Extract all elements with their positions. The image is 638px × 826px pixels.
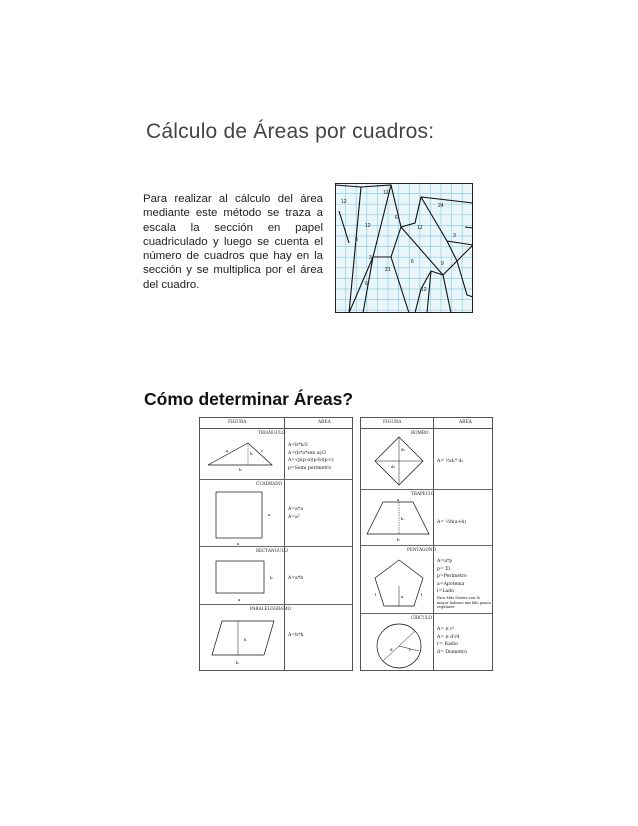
- col-figura: FIGURA: [383, 420, 402, 425]
- rhombus-label-d1: d₁: [401, 447, 406, 452]
- grid-area-diagram: [335, 183, 473, 313]
- circle-formulas: A= π r² A= π d²/4 r= Radio d= Diametro: [437, 627, 468, 655]
- square-label-a2: a: [237, 541, 240, 546]
- col-area: AREA: [318, 420, 331, 425]
- grid-region-count-label: 8: [355, 237, 358, 243]
- parallelogram-label-b: b: [236, 660, 239, 665]
- trapezoid-figure: [365, 496, 433, 544]
- triangle-label-b: b: [239, 467, 242, 472]
- section-title-areas-by-squares: Cálculo de Áreas por cuadros:: [146, 120, 435, 143]
- pentagon-formulas: A=a*p p= Σl p=Perimetro a=Apotema l=Lado: [437, 559, 467, 595]
- right-area-table: [360, 417, 493, 671]
- grid-region-count-label: 21: [385, 267, 391, 273]
- grid-region-count-label: 12: [383, 190, 389, 196]
- rhombus-label-d2: d₂: [391, 464, 396, 469]
- grid-region-count-label: 12: [341, 199, 347, 205]
- pentagon-label-a: a: [401, 594, 404, 599]
- grid-region-count-label: 3: [453, 233, 456, 239]
- grid-region-count-label: 6: [411, 259, 414, 265]
- grid-region-count-label: 12: [417, 225, 423, 231]
- table-row-triangle: TRIANGULO b h a c A=b*h/2 A=(b*a*sen α)/2 A=√p(p-a)(p-b)(p-c) p=Semi perimetro: [200, 429, 352, 480]
- left-area-table: [199, 417, 353, 671]
- circle-label-d: d: [390, 647, 393, 652]
- trapezoid-formulas: A= ½h(a+b): [437, 520, 467, 525]
- table-row-rhombus: ROMBO d₁ d₂ A= ½d₁* d₂: [361, 429, 492, 490]
- table-row-pentagon: PENTAGONO a l l A=a*p p= Σl p=Perimetro a=Apotema l=Lado Para Más Sisters con lo mayor ladosno tan lido gonoa regulares: [361, 546, 492, 614]
- pentagon-note: Para Más Sisters con lo mayor ladosno tan lido gonoa regulares: [437, 596, 491, 610]
- table-header: [200, 418, 352, 429]
- table-row-rectangle: RECTANGULO b a A=a*b: [200, 547, 352, 605]
- rectangle-formulas: A=a*b: [288, 576, 304, 581]
- trapezoid-label-b: b: [397, 537, 400, 542]
- rhombus-figure: [373, 435, 425, 487]
- grid-region-count-label: 12: [365, 223, 371, 229]
- col-area: AREA: [459, 420, 472, 425]
- triangle-label-h: h: [250, 451, 253, 456]
- rectangle-label-b: b: [270, 575, 273, 580]
- table-row-square: CUADRADO a a A=a*a A=a²: [200, 480, 352, 547]
- square-label-a1: a: [268, 512, 271, 517]
- square-figure: [214, 490, 274, 546]
- triangle-formulas: A=b*h/2 A=(b*a*sen α)/2 A=√p(p-a)(p-b)(p-c) p=Semi perimetro: [288, 443, 334, 471]
- grid-region-count-label: 9: [441, 261, 444, 267]
- trapezoid-label-h: h: [401, 516, 404, 521]
- pentagon-label-l2: l: [421, 592, 423, 597]
- table-row-trapezoid: TRAPECIO a h b A= ½h(a+b): [361, 490, 492, 546]
- pentagon-figure: [369, 556, 429, 612]
- pentagon-label-l1: l: [375, 592, 377, 597]
- col-figura: FIGURA: [228, 420, 247, 425]
- parallelogram-figure: [208, 617, 280, 667]
- section-title-how-to-determine-areas: Cómo determinar Áreas?: [144, 389, 354, 409]
- triangle-label-a: a: [226, 448, 229, 453]
- grid-region-count-label: 3: [369, 255, 372, 261]
- grid-region-count-label: 6: [395, 215, 398, 221]
- circle-figure: [373, 621, 425, 671]
- trapezoid-label-a: a: [397, 497, 400, 502]
- table-row-parallelogram: PARALELOGRAMO h b A=b*h: [200, 605, 352, 669]
- grid-region-count-label: 12: [421, 287, 427, 293]
- triangle-label-c: c: [261, 448, 264, 453]
- grid-region-count-label: 24: [438, 203, 444, 209]
- rectangle-figure: [214, 559, 278, 603]
- circle-label-r: r: [409, 647, 411, 652]
- square-formulas: A=a*a A=a²: [288, 507, 303, 520]
- grid-region-count-label: 6: [365, 281, 368, 287]
- parallelogram-label-h: h: [244, 637, 247, 642]
- rhombus-formulas: A= ½d₁* d₂: [437, 459, 464, 464]
- parallelogram-formulas: A=b*h: [288, 633, 304, 638]
- table-header: [361, 418, 492, 429]
- table-row-circle: CIRCULO r d A= π r² A= π d²/4 r= Radio d= Diametro: [361, 614, 492, 670]
- method-description: Para realizar al cálculo del área mediante este método se traza a escala la sección en papel cuadriculado y luego se cuenta el número de cuadros que hay en la sección y se multiplica por el área del cuadro.: [143, 193, 323, 291]
- rectangle-label-a: a: [238, 597, 241, 602]
- triangle-figure: [206, 441, 278, 471]
